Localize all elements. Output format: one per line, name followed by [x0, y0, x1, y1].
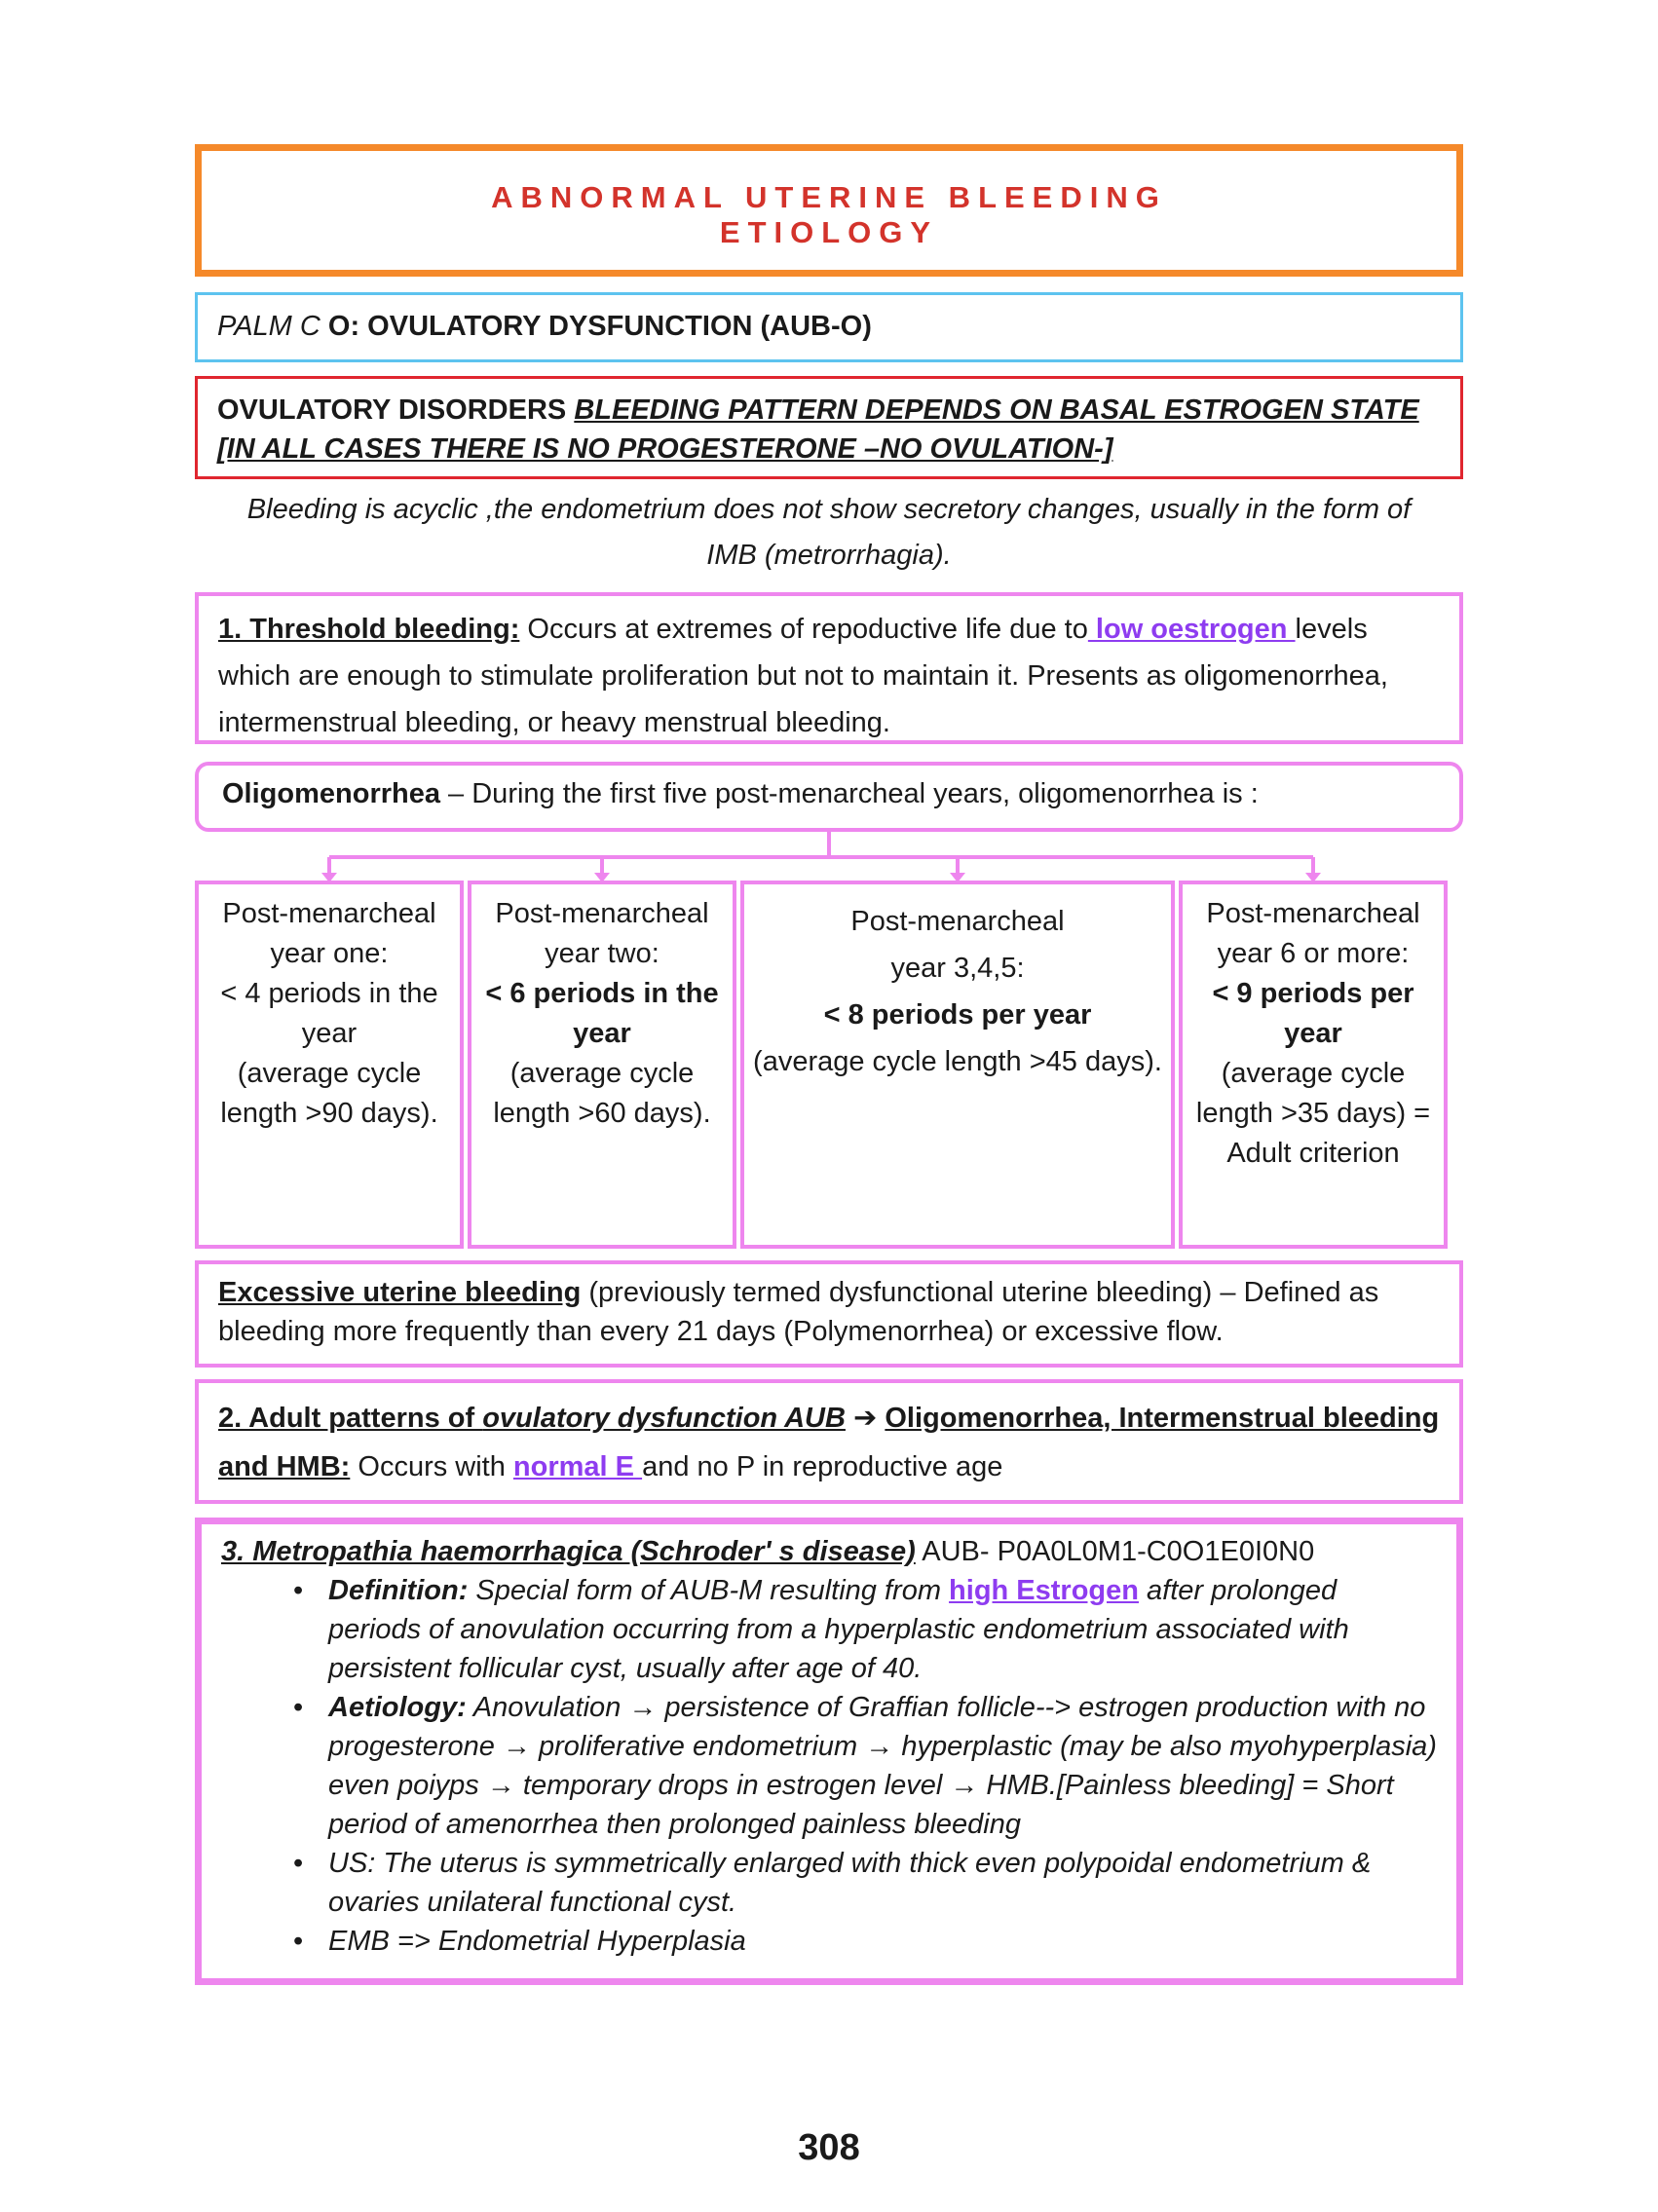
threshold-text-1: Occurs at extremes of repoductive life due to	[519, 614, 1088, 645]
adult-text-1: Occurs with	[350, 1451, 513, 1482]
year-six-cycle: (average cycle length >35 days) = Adult criterion	[1195, 1058, 1431, 1169]
year-three-l2: year 3,4,5:	[890, 953, 1025, 984]
acyclic-line-2: IMB (metrorrhagia).	[706, 540, 952, 571]
title-box	[195, 144, 1463, 277]
excessive-term: Excessive uterine bleeding	[218, 1277, 582, 1308]
emb-item: • EMB => Endometrial Hyperplasia	[328, 1922, 1437, 1961]
definition-text-1: Special form of AUB-M resulting from	[468, 1575, 950, 1606]
year-one-cycle: (average cycle length >90 days).	[220, 1058, 438, 1129]
palm-letter: O:	[327, 311, 360, 342]
aetiology-text: Anovulation → persistence of Graffian follicle--> estrogen production with no progesterone → proliferative endometrium → hyperplastic (may be also myohyperplasia) even poiyps → temporary drops in estrogen level → HMB.[Painless bleeding] = Short period of amenorrhea then prolonged painless bleeding	[328, 1692, 1437, 1840]
adult-arrow: ➔	[845, 1403, 886, 1434]
normal-e-link[interactable]: normal E	[512, 1451, 643, 1482]
palm-box	[195, 292, 1463, 362]
year-two-periods: < 6 periods in the year	[485, 978, 719, 1049]
excessive-text: (previously termed dysfunctional uterine bleeding) – Defined as bleeding more frequently than every 21 days (Polymenorrhea) or excessive flow.	[218, 1277, 1379, 1347]
page-subtitle: ETIOLOGY	[719, 215, 939, 249]
year-six-periods: < 9 periods per year	[1212, 978, 1414, 1049]
year-two-box	[468, 881, 736, 1249]
metropathia-code: AUB- P0A0L0M1-C0O1E0I0N0	[915, 1536, 1315, 1567]
threshold-bleeding-box	[195, 592, 1463, 744]
oligomenorrhea-term: Oligomenorrhea	[222, 778, 440, 809]
threshold-text-2: levels which are enough to stimulate proliferation but not to maintain it. Presents as oligomenorrhea, intermenstrual bleeding, or heavy menstrual bleeding.	[218, 614, 1388, 738]
metropathia-header	[221, 1532, 1437, 1571]
palm-label: OVULATORY DYSFUNCTION (AUB-O)	[367, 311, 872, 342]
metropathia-list	[221, 1571, 1437, 1961]
year-three-periods: < 8 periods per year	[823, 999, 1092, 1031]
adult-heading-2: ovulatory dysfunction AUB	[482, 1403, 846, 1434]
year-one-periods: < 4 periods in the year	[220, 978, 438, 1049]
year-six-box	[1179, 881, 1448, 1249]
year-six-l2: year 6 or more:	[1217, 938, 1410, 969]
excessive-bleeding-box	[195, 1260, 1463, 1368]
page-title: ABNORMAL UTERINE BLEEDING	[491, 180, 1167, 214]
year-three-five-box	[740, 881, 1175, 1249]
oligomenorrhea-box	[195, 762, 1463, 832]
year-two-cycle: (average cycle length >60 days).	[493, 1058, 711, 1129]
definition-label: Definition:	[328, 1575, 469, 1606]
adult-patterns-box	[195, 1379, 1463, 1504]
acyclic-note	[195, 487, 1463, 579]
adult-heading-1: 2. Adult patterns of	[218, 1403, 483, 1434]
definition-item	[328, 1571, 1437, 1688]
aetiology-item	[328, 1688, 1437, 1844]
acyclic-line-1: Bleeding is acyclic ,the endometrium does not show secretory changes, usually in the form of	[246, 494, 1412, 525]
year-two-l1: Post-menarcheal	[495, 898, 709, 929]
adult-text-2: and no P in reproductive age	[642, 1451, 1003, 1482]
year-two-l2: year two:	[545, 938, 659, 969]
year-three-cycle: (average cycle length >45 days).	[753, 1046, 1162, 1077]
oligomenorrhea-text: – During the first five post-menarcheal years, oligomenorrhea is :	[440, 778, 1259, 809]
definition-text-2: after prolonged periods of anovulation occurring from a hyperplastic endometrium associated with persistent follicular cyst, usually after age of 40.	[328, 1575, 1349, 1684]
year-three-l1: Post-menarcheal	[850, 906, 1065, 937]
year-one-box	[195, 881, 464, 1249]
palm-prefix: PALM C	[217, 311, 328, 342]
threshold-heading: 1. Threshold bleeding:	[218, 614, 520, 645]
metropathia-heading: 3. Metropathia haemorrhagica (Schroder' s disease)	[221, 1536, 916, 1567]
high-estrogen-link[interactable]: high Estrogen	[949, 1575, 1139, 1606]
ovulatory-lead: OVULATORY DISORDERS	[217, 394, 575, 426]
ovulatory-emphasis: BLEEDING PATTERN DEPENDS ON BASAL ESTROGEN STATE [IN ALL CASES THERE IS NO PROGESTERONE –NO OVULATION-]	[217, 394, 1419, 465]
metropathia-box	[195, 1518, 1463, 1985]
year-one-l2: year one:	[270, 938, 389, 969]
low-oestrogen-link[interactable]: low oestrogen	[1087, 614, 1296, 645]
us-item: • US: The uterus is symmetrically enlarged with thick even polypoidal endometrium & ovaries unilateral functional cyst.	[328, 1844, 1437, 1922]
aetiology-label: Aetiology:	[328, 1692, 467, 1723]
year-six-l1: Post-menarcheal	[1206, 898, 1420, 929]
adult-heading-3: Oligomenorrhea, Intermenstrual bleeding and HMB:	[218, 1403, 1440, 1482]
ovulatory-disorders-box	[195, 376, 1463, 479]
page-number: 308	[798, 2127, 860, 2168]
year-one-l1: Post-menarcheal	[222, 898, 436, 929]
